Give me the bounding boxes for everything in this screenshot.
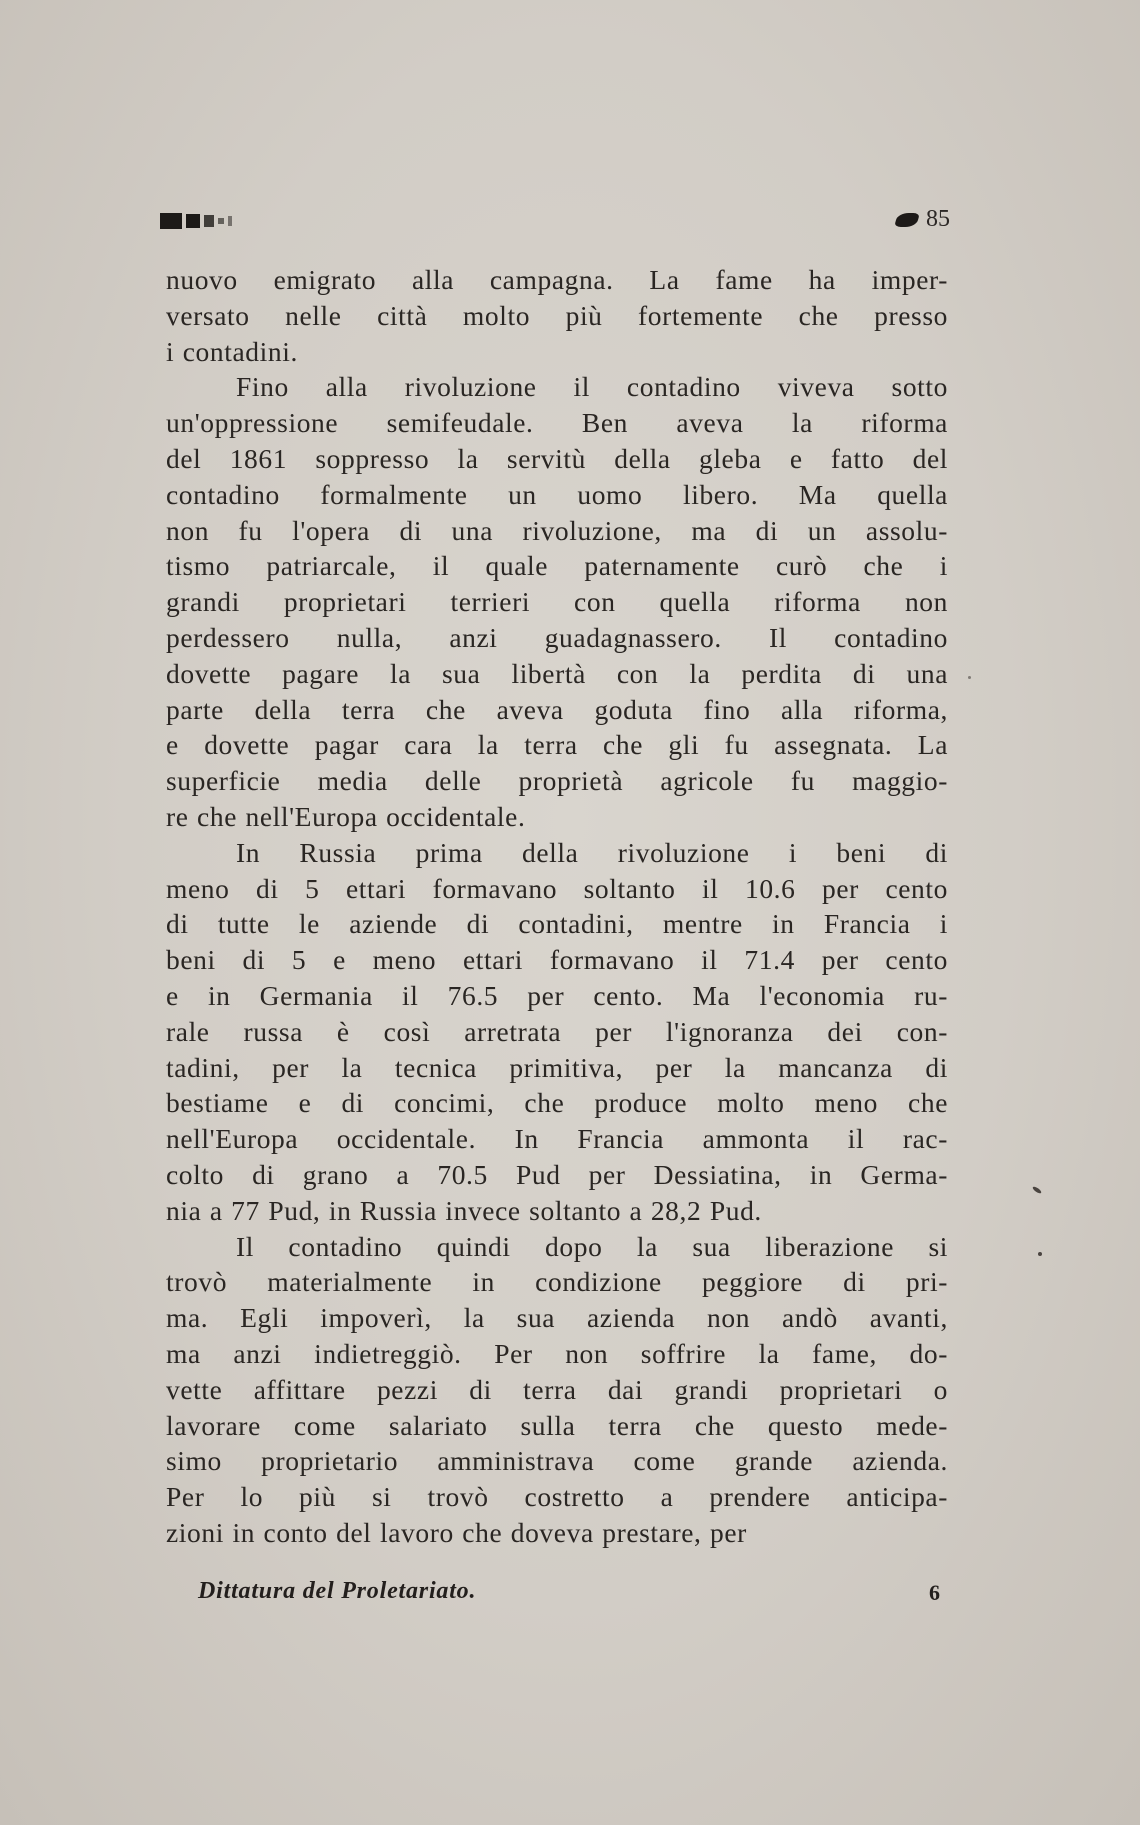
text-line: nuovo emigrato alla campagna. La fame ha imper- [166,264,948,295]
paragraph [166,369,948,834]
text-line: trovò materialmente in condizione peggiore di pri- [166,1266,948,1298]
running-header [160,206,950,236]
text-line: di tutte le aziende di contadini, mentre in Francia i [166,908,948,940]
paper-speck [1038,1252,1042,1256]
page-number-block [896,206,950,233]
text-line: e in Germania il 76.5 per cento. Ma l'economia ru- [166,979,948,1011]
text-line: Il contadino quindi dopo la sua liberazione si [236,1230,948,1262]
text-line: In Russia prima della rivoluzione i beni di [236,836,948,868]
text-line: e dovette pagar cara la terra che gli fu assegnata. La [166,729,948,761]
text-line: dovette pagare la sua libertà con la perdita di una [166,657,948,689]
body-text [166,262,948,1551]
text-line: versato nelle città molto più fortemente che presso [166,299,948,331]
text-line: zioni in conto del lavoro che doveva prestare, per [166,1516,747,1548]
text-line: tadini, per la tecnica primitiva, per la mancanza di [166,1051,948,1083]
text-line: vette affittare pezzi di terra dai grandi proprietari o [166,1373,948,1405]
signature-mark: 6 [929,1580,940,1605]
text-line: simo proprietario amministrava come grande azienda. [166,1445,948,1477]
text-line: colto di grano a 70.5 Pud per Dessiatina, in Germa- [166,1158,948,1190]
page-number: 85 [926,206,950,232]
text-line: un'oppressione semifeudale. Ben aveva la riforma [166,407,948,439]
text-line: nia a 77 Pud, in Russia invece soltanto a 28,2 Pud. [166,1194,762,1226]
text-line: Fino alla rivoluzione il contadino viveva sotto [236,371,948,403]
text-line: tismo patriarcale, il quale paternamente curò che i [166,550,948,582]
text-line: perdessero nulla, anzi guadagnassero. Il contadino [166,621,948,653]
paragraph [166,835,948,1229]
signature-title: Dittatura del Proletariato. [198,1578,477,1604]
text-line: contadino formalmente un uomo libero. Ma quella [166,478,948,510]
text-line: bestiame e di concimi, che produce molto meno che [166,1087,948,1119]
text-line: del 1861 soppresso la servitù della gleba e fatto del [166,442,948,474]
text-line: beni di 5 e meno ettari formavano il 71.4 per cento [166,944,948,976]
paper-speck [968,676,971,679]
text-line: superficie media delle proprietà agricole fu maggio- [166,765,948,797]
text-line: meno di 5 ettari formavano soltanto il 10.6 per cento [166,872,948,904]
text-line: i contadini. [166,335,298,367]
footer [198,1578,940,1618]
paragraph [166,1229,948,1551]
paper-speck [1032,1185,1042,1194]
text-line: rale russa è così arretrata per l'ignoranza dei con- [166,1015,948,1047]
text-line: ma. Egli impoverì, la sua azienda non andò avanti, [166,1302,948,1334]
text-line: re che nell'Europa occidentale. [166,800,526,832]
paragraph [166,262,948,369]
text-line: grandi proprietari terrieri con quella riforma non [166,586,948,618]
text-line: nell'Europa occidentale. In Francia ammonta il rac- [166,1123,948,1155]
text-line: lavorare come salariato sulla terra che questo mede- [166,1409,948,1441]
printer-ornament-icon [894,213,920,227]
text-line: ma anzi indietreggiò. Per non soffrire la fame, do- [166,1337,948,1369]
text-line: parte della terra che aveva goduta fino alla riforma, [166,693,948,725]
text-line: non fu l'opera di una rivoluzione, ma di un assolu- [166,514,948,546]
text-line: Per lo più si trovò costretto a prendere anticipa- [166,1481,948,1513]
running-head-smudge [160,210,260,232]
